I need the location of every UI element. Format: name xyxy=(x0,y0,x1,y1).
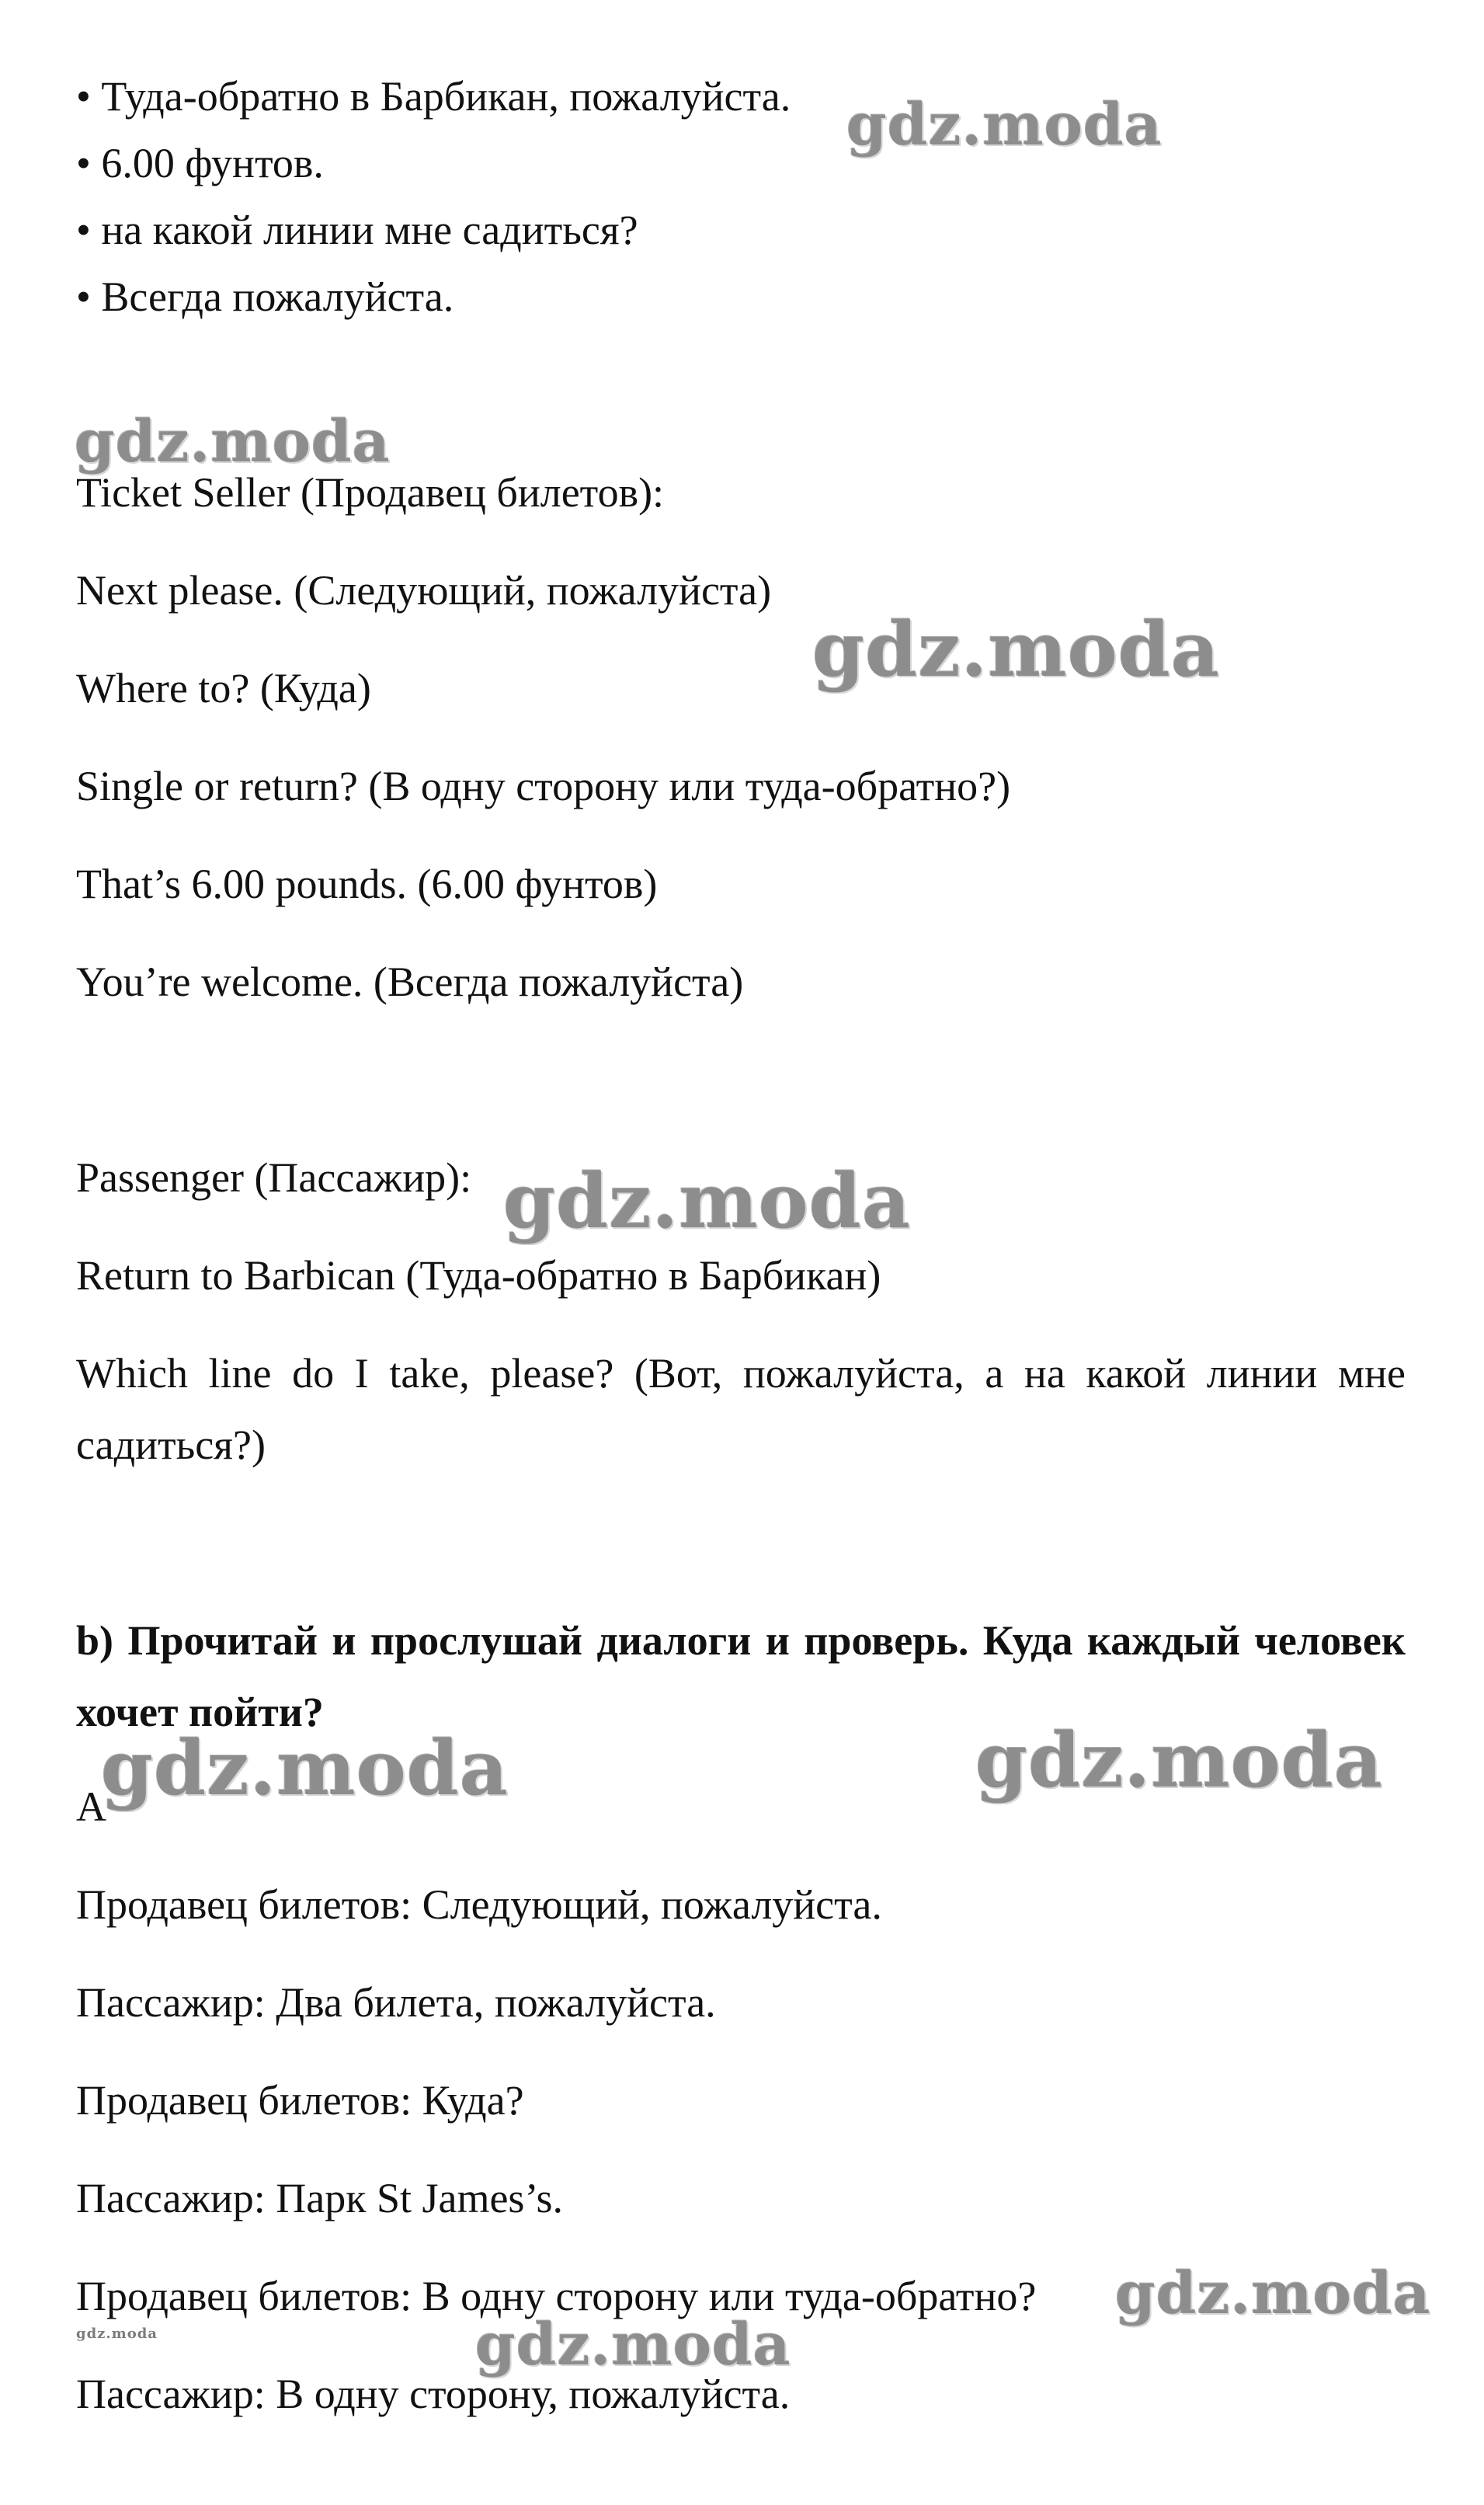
watermark-logo: gdz.moda xyxy=(846,92,1163,158)
bullet-item: • 6.00 фунтов. xyxy=(76,140,324,186)
ticket-seller-heading: Ticket Seller (Продавец билетов): xyxy=(76,469,665,516)
ticket-seller-line: Where to? (Куда) xyxy=(76,665,371,711)
ticket-seller-line: Next please. (Следующий, пожалуйста) xyxy=(76,567,772,614)
dialogue-line: Пассажир: Два билета, пожалуйста. xyxy=(76,1979,716,2026)
ticket-seller-line: That’s 6.00 pounds. (6.00 фунтов) xyxy=(76,861,658,907)
ticket-seller-line: Single or return? (В одну сторону или туда-обратно?) xyxy=(76,763,1011,809)
dialogue-line: Пассажир: Парк St James’s. xyxy=(76,2175,563,2221)
bullet-item: • Всегда пожалуйста. xyxy=(76,273,454,320)
watermark-logo: gdz.moda xyxy=(1115,2260,1431,2327)
watermark-logo: gdz.moda xyxy=(75,409,391,475)
dialogue-line: Продавец билетов: В одну сторону или туда-обратно? xyxy=(76,2273,1037,2319)
bullet-item: • на какой линии мне садиться? xyxy=(76,207,638,253)
dialogue-line: Продавец билетов: Следующий, пожалуйста. xyxy=(76,1881,882,1928)
watermark-logo-small: gdz.moda xyxy=(76,2326,158,2342)
task-b-title: b) Прочитай и прослушай диалоги и проверь. Куда каждый человек хочет пойти? xyxy=(76,1617,1406,1735)
watermark-logo: gdz.moda xyxy=(101,1724,509,1812)
ticket-seller-line: You’re welcome. (Всегда пожалуйста) xyxy=(76,959,744,1005)
bullet-item: • Туда-обратно в Барбикан, пожалуйста. xyxy=(76,73,791,120)
watermark-logo: gdz.moda xyxy=(503,1157,912,1245)
passenger-line: Return to Barbican (Туда-обратно в Барбикан) xyxy=(76,1252,881,1299)
watermark-logo: gdz.moda xyxy=(475,2312,791,2378)
dialogue-label: A xyxy=(76,1783,106,1830)
dialogue-line: Пассажир: В одну сторону, пожалуйста. xyxy=(76,2371,791,2417)
passenger-line: Which line do I take, please? (Вот, пожалуйста, а на какой линии мне садиться?) xyxy=(76,1350,1406,1468)
watermark-logo: gdz.moda xyxy=(975,1717,1384,1804)
passenger-heading: Passenger (Пассажир): xyxy=(76,1154,472,1201)
watermark-logo: gdz.moda xyxy=(812,606,1221,694)
dialogue-line: Продавец билетов: Куда? xyxy=(76,2077,524,2124)
